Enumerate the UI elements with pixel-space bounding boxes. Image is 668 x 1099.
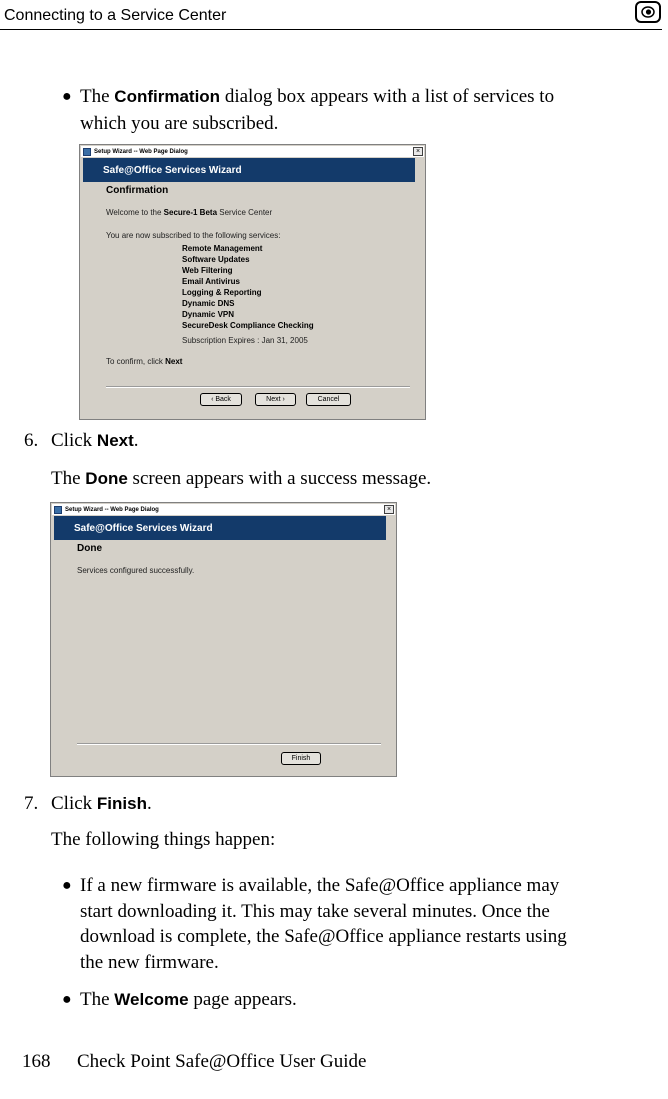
confirmation-dialog-screenshot (79, 144, 426, 420)
service-list (182, 243, 314, 331)
wizard-banner: Safe@Office Services Wizard (54, 516, 386, 540)
running-header-title: Connecting to a Service Center (4, 7, 227, 24)
bullet-welcome: The Welcome page appears. (80, 989, 297, 1010)
subscribed-intro: You are now subscribed to the following services: (106, 231, 281, 240)
service-item: SecureDesk Compliance Checking (182, 321, 314, 330)
wizard-banner: Safe@Office Services Wizard (83, 158, 415, 182)
dialog-window-title: Setup Wizard -- Web Page Dialog (65, 506, 159, 513)
bullet-icon: ● (62, 877, 72, 894)
service-item: Dynamic VPN (182, 310, 235, 319)
dialog-titlebar (52, 504, 395, 515)
service-item: Dynamic DNS (182, 299, 235, 308)
service-item: Software Updates (182, 255, 250, 264)
done-dialog-screenshot (50, 502, 397, 777)
dialog-divider (106, 386, 410, 388)
bullet-icon: ● (62, 88, 72, 105)
page-number: 168 (22, 1051, 51, 1072)
success-message: Services configured successfully. (77, 566, 195, 575)
window-icon (54, 506, 62, 514)
firmware-line-3: download is complete, the Safe@Office appliance restarts using (80, 926, 567, 947)
back-button[interactable]: ‹ Back (200, 393, 242, 406)
next-button[interactable]: Next › (255, 393, 296, 406)
finish-button[interactable]: Finish (281, 752, 321, 765)
window-icon (83, 148, 91, 156)
chapter-eye-icon (635, 1, 661, 23)
service-item: Logging & Reporting (182, 288, 262, 297)
cancel-button[interactable]: Cancel (306, 393, 351, 406)
close-icon[interactable]: × (413, 147, 423, 156)
step-6-text: Click Next. (51, 430, 139, 451)
bullet-confirmation-line2: which you are subscribed. (80, 113, 279, 134)
dialog-divider (77, 743, 381, 745)
service-item: Web Filtering (182, 266, 233, 275)
step-7-text: Click Finish. (51, 793, 152, 814)
following-text: The following things happen: (51, 829, 276, 850)
dialog-titlebar (81, 146, 424, 157)
subscription-expiry: Subscription Expires : Jan 31, 2005 (182, 336, 308, 345)
dialog-heading: Done (77, 543, 102, 554)
firmware-line-1: If a new firmware is available, the Safe@Office appliance may (80, 875, 560, 896)
header-rule (0, 29, 662, 30)
bullet-confirmation-line1: The Confirmation dialog box appears with a list of services to (80, 86, 555, 107)
welcome-text: Welcome to the Secure-1 Beta Service Center (106, 208, 273, 217)
dialog-heading: Confirmation (106, 185, 169, 196)
confirm-instruction: To confirm, click Next (106, 357, 183, 366)
close-icon[interactable]: × (384, 505, 394, 514)
service-item: Remote Management (182, 244, 263, 253)
dialog-window-title: Setup Wizard -- Web Page Dialog (94, 148, 188, 155)
firmware-line-2: start downloading it. This may take several minutes. Once the (80, 901, 550, 922)
guide-title: Check Point Safe@Office User Guide (77, 1051, 367, 1072)
firmware-line-4: the new firmware. (80, 952, 219, 973)
step-7-number: 7. (24, 793, 39, 814)
bullet-icon: ● (62, 991, 72, 1008)
done-sentence: The Done screen appears with a success message. (51, 468, 432, 489)
service-item: Email Antivirus (182, 277, 240, 286)
step-6-number: 6. (24, 430, 39, 451)
